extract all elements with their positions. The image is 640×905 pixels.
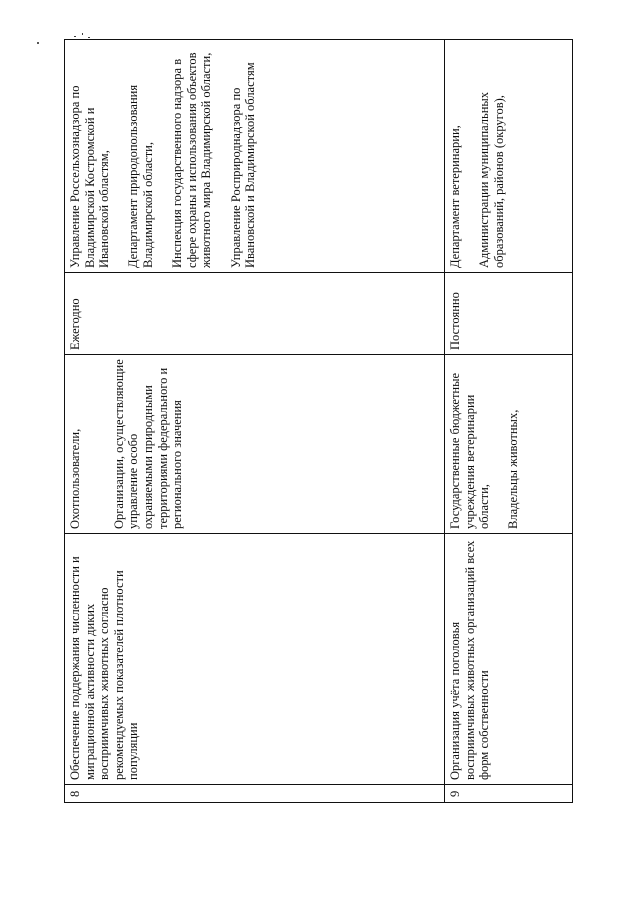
row-number: 9 — [445, 785, 573, 803]
participant-text: Владельцы животных, — [506, 409, 521, 529]
participant-text: Охотпользователи, — [68, 428, 82, 529]
rotated-table-area — [64, 40, 572, 803]
participant-text: Организации, осуществляющие управление особо охраняемыми природными территориями федерального и регионального значения — [111, 359, 185, 529]
scan-speck — [88, 37, 90, 38]
responsible-text: Инспекция государственного надзора в сфере охраны и использования объектов животного мира Владимирской области, — [170, 52, 214, 268]
responsible-cell — [65, 40, 445, 273]
scan-speck — [82, 33, 83, 35]
measure-cell: Организация учёта поголовья восприимчивых животных организаций всех форм собственности — [445, 534, 573, 785]
table-row — [445, 40, 573, 803]
responsible-text: Администрации муниципальных образований, районов (округов), — [477, 91, 506, 268]
row-number: 8 — [65, 785, 445, 803]
term-cell: Постоянно — [445, 273, 573, 355]
term-cell: Ежегодно — [65, 273, 445, 355]
responsible-text: Управление Росприроднадзора по Ивановской и Владимирской областям — [228, 62, 258, 268]
participants-cell — [445, 355, 573, 534]
scan-speck — [74, 36, 76, 37]
table-row — [65, 40, 445, 803]
measures-table — [64, 39, 573, 803]
rotated-table — [64, 40, 572, 803]
participants-cell — [65, 355, 445, 534]
responsible-text: Департамент природопользования Владимирской области, — [126, 84, 155, 268]
scan-speck — [37, 42, 39, 44]
responsible-text: Управление Россельхознадзора по Владимирской Костромской и Ивановской областям, — [68, 85, 112, 268]
participant-text: Государственные бюджетные учреждения ветеринарии области, — [448, 372, 492, 529]
responsible-cell — [445, 40, 573, 273]
measure-cell: Обеспечение поддержания численности и миграционной активности диких восприимчивых животных согласно рекомендуемых показателей плотности популяции — [65, 534, 445, 785]
responsible-text: Департамент ветеринарии, — [448, 125, 462, 268]
